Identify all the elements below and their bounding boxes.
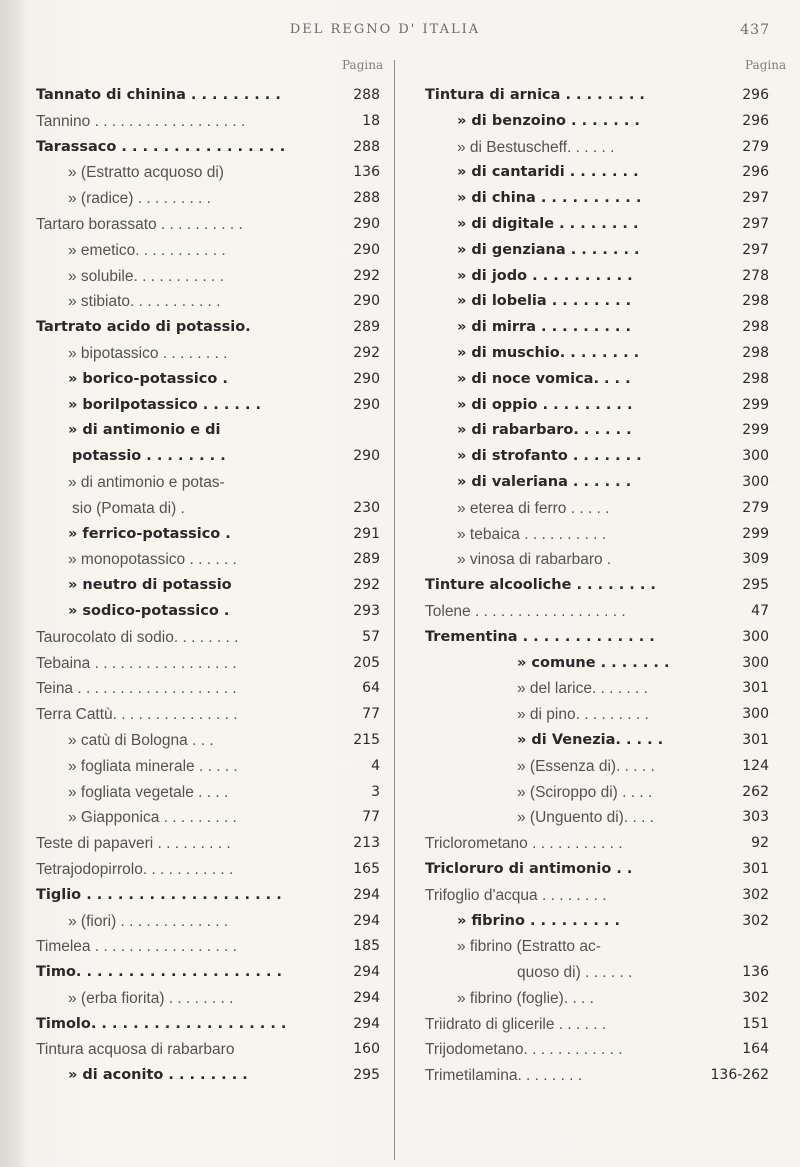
entry-text: » vinosa di rabarbaro . (457, 551, 612, 569)
left-index-entry (36, 186, 380, 212)
entry-text: » (Estratto acquoso di) (68, 164, 224, 182)
left-index-entry (36, 676, 380, 702)
right-index-entry (425, 264, 769, 290)
left-index-entry (36, 986, 380, 1012)
left-index-entry (36, 702, 380, 728)
column-divider (394, 60, 395, 1160)
entry-text: » monopotassico . . . . . . (68, 551, 237, 569)
left-index-entry (36, 857, 380, 883)
left-index-entry (36, 1012, 380, 1038)
entry-page-number: 301 (742, 731, 769, 748)
page-header (260, 22, 770, 44)
right-index-entry (425, 651, 769, 677)
entry-page-number: 301 (742, 680, 769, 697)
entry-text: Trijodometano. . . . . . . . . . . . (425, 1041, 623, 1059)
entry-page-number: 292 (353, 267, 380, 284)
entry-text: Terra Cattù. . . . . . . . . . . . . . . (36, 706, 238, 724)
left-index-entry (36, 418, 380, 444)
entry-text: » fogliata minerale . . . . . (68, 757, 238, 775)
entry-page-number: 289 (353, 551, 380, 568)
entry-page-number: 230 (353, 499, 380, 516)
entry-text: » di cantaridi . . . . . . . (457, 164, 639, 181)
entry-text: Teina . . . . . . . . . . . . . . . . . . . (36, 680, 237, 698)
entry-text: » (Essenza di). . . . . (517, 757, 655, 775)
right-index-entry (425, 238, 769, 264)
entry-text: » (Unguento di). . . . (517, 809, 654, 827)
left-index-entry (36, 315, 380, 341)
right-index-entry (425, 573, 769, 599)
entry-page-number: 302 (742, 886, 769, 903)
entry-text: Timelea . . . . . . . . . . . . . . . . . (36, 938, 237, 956)
entry-page-number: 124 (742, 757, 769, 774)
right-index-entry (425, 754, 769, 780)
page-number: 437 (740, 22, 770, 38)
entry-text: » di digitale . . . . . . . . (457, 215, 639, 232)
left-index-entry (36, 496, 380, 522)
left-index-entry (36, 160, 380, 186)
entry-page-number: 294 (353, 989, 380, 1006)
entry-text: » di benzoino . . . . . . . (457, 112, 640, 129)
entry-text: » di china . . . . . . . . . . (457, 190, 642, 207)
right-index-entry (425, 728, 769, 754)
entry-page-number: 292 (353, 577, 380, 594)
entry-page-number: 136 (742, 964, 769, 981)
entry-page-number: 299 (742, 525, 769, 542)
entry-page-number: 299 (742, 422, 769, 439)
entry-page-number: 290 (353, 448, 380, 465)
entry-page-number: 296 (742, 112, 769, 129)
entry-text: Tintura acquosa di rabarbaro (36, 1041, 235, 1059)
left-index-entry (36, 238, 380, 264)
left-index-entry (36, 728, 380, 754)
entry-text: » emetico. . . . . . . . . . . (68, 241, 226, 259)
right-index-entry (425, 418, 769, 444)
entry-text: Triidrato di glicerile . . . . . . (425, 1015, 607, 1033)
entry-text: » fibrino . . . . . . . . . (457, 912, 620, 929)
entry-page-number: 290 (353, 293, 380, 310)
entry-page-number: 288 (353, 138, 380, 155)
entry-text: Tricloruro di antimonio . . (425, 860, 633, 877)
entry-page-number: 303 (742, 809, 769, 826)
entry-text: sio (Pomata di) . (72, 499, 185, 517)
entry-text: » di muschio. . . . . . . . (457, 344, 640, 361)
entry-page-number: 295 (742, 577, 769, 594)
entry-page-number: 291 (353, 525, 380, 542)
left-index-entry (36, 599, 380, 625)
entry-page-number: 164 (742, 1041, 769, 1058)
entry-text: Tolene . . . . . . . . . . . . . . . . . . (425, 602, 626, 620)
entry-text: » di strofanto . . . . . . . (457, 448, 642, 465)
entry-page-number: 64 (362, 680, 380, 697)
entry-text: » comune . . . . . . . (517, 654, 670, 671)
entry-page-number: 298 (742, 370, 769, 387)
right-index-entry (425, 702, 769, 728)
right-index-entry (425, 393, 769, 419)
right-index-entry (425, 831, 769, 857)
left-index-entry (36, 1063, 380, 1089)
entry-text: » di genziana . . . . . . . (457, 241, 640, 258)
entry-page-number: 292 (353, 344, 380, 361)
left-column-heading: Pagina (342, 58, 384, 72)
right-index-entry (425, 857, 769, 883)
right-index-entry (425, 315, 769, 341)
entry-text: » di jodo . . . . . . . . . . (457, 267, 633, 284)
entry-text: » di noce vomica. . . . (457, 370, 631, 387)
entry-text: » di antimonio e potas- (68, 473, 225, 491)
left-index-entry (36, 289, 380, 315)
entry-text: » fibrino (Estratto ac- (457, 938, 601, 956)
entry-page-number: 92 (751, 835, 769, 852)
entry-text: » bipotassico . . . . . . . . (68, 344, 228, 362)
entry-text: » solubile. . . . . . . . . . . (68, 267, 224, 285)
entry-page-number: 185 (353, 938, 380, 955)
entry-page-number: 288 (353, 87, 380, 103)
entry-page-number: 294 (353, 912, 380, 929)
entry-text: » sodico-potassico . (68, 602, 230, 619)
right-index-entry (425, 341, 769, 367)
right-index-entry (425, 960, 769, 986)
right-index-entry (425, 367, 769, 393)
right-index-entry (425, 1012, 769, 1038)
right-index-entry (425, 496, 769, 522)
right-index-entry (425, 135, 769, 161)
left-index-entry (36, 651, 380, 677)
left-column-index (36, 83, 380, 1089)
right-index-entry (425, 1037, 769, 1063)
right-index-entry (425, 547, 769, 573)
entry-text: » fogliata vegetale . . . . (68, 783, 229, 801)
entry-text: Timolo. . . . . . . . . . . . . . . . . . . (36, 1015, 287, 1032)
entry-page-number: 293 (353, 602, 380, 619)
entry-text: Tartaro borassato . . . . . . . . . . (36, 215, 243, 233)
entry-text: potassio . . . . . . . . (72, 448, 226, 465)
left-index-entry (36, 625, 380, 651)
left-index-entry (36, 341, 380, 367)
right-index-entry (425, 1063, 769, 1089)
entry-page-number: 279 (742, 499, 769, 516)
entry-page-number: 262 (742, 783, 769, 800)
left-index-entry (36, 909, 380, 935)
entry-page-number: 18 (362, 112, 380, 129)
entry-text: Tetrajodopirrolo. . . . . . . . . . . (36, 860, 234, 878)
entry-page-number: 297 (742, 190, 769, 207)
entry-page-number: 298 (742, 293, 769, 310)
entry-page-number: 160 (353, 1041, 380, 1058)
entry-text: Tinture alcooliche . . . . . . . . (425, 577, 656, 594)
entry-page-number: 302 (742, 912, 769, 929)
entry-text: Trifoglio d'acqua . . . . . . . . (425, 886, 607, 904)
entry-page-number: 298 (742, 319, 769, 336)
entry-page-number: 300 (742, 706, 769, 723)
entry-text: » (Sciroppo di) . . . . (517, 783, 653, 801)
entry-page-number: 290 (353, 241, 380, 258)
left-index-entry (36, 212, 380, 238)
entry-text: » di rabarbaro. . . . . . (457, 422, 632, 439)
entry-page-number: 215 (353, 731, 380, 748)
entry-page-number: 165 (353, 860, 380, 877)
entry-page-number: 300 (742, 628, 769, 645)
entry-text: » stibiato. . . . . . . . . . . (68, 293, 221, 311)
entry-page-number: 295 (353, 1067, 380, 1084)
left-index-entry (36, 367, 380, 393)
entry-page-number: 77 (362, 706, 380, 723)
left-index-entry (36, 1037, 380, 1063)
entry-text: Triclorometano . . . . . . . . . . . (425, 835, 623, 853)
right-index-entry (425, 909, 769, 935)
entry-text: » tebaica . . . . . . . . . . (457, 525, 607, 543)
entry-page-number: 151 (742, 1015, 769, 1032)
entry-page-number: 205 (353, 654, 380, 671)
entry-page-number: 297 (742, 241, 769, 258)
entry-text: quoso di) . . . . . . (517, 964, 633, 982)
running-title: DEL REGNO D' ITALIA (289, 22, 481, 37)
entry-text: » Giapponica . . . . . . . . . (68, 809, 237, 827)
right-column-heading: Pagina (745, 58, 787, 72)
entry-text: Trimetilamina. . . . . . . . (425, 1067, 583, 1085)
entry-page-number: 289 (353, 319, 380, 336)
entry-text: » eterea di ferro . . . . . (457, 499, 610, 517)
entry-page-number: 300 (742, 473, 769, 490)
entry-page-number: 294 (353, 1015, 380, 1032)
right-index-entry (425, 289, 769, 315)
entry-page-number: 299 (742, 396, 769, 413)
entry-text: » (erba fiorita) . . . . . . . . (68, 989, 234, 1007)
entry-page-number: 77 (362, 809, 380, 826)
entry-page-number: 290 (353, 396, 380, 413)
entry-text: Tannino . . . . . . . . . . . . . . . . . . (36, 112, 246, 130)
entry-page-number: 290 (353, 215, 380, 232)
right-index-entry (425, 522, 769, 548)
right-index-entry (425, 883, 769, 909)
right-index-entry (425, 780, 769, 806)
entry-page-number: 3 (371, 783, 380, 800)
entry-text: » di Bestuscheff. . . . . . (457, 138, 615, 156)
entry-text: » borilpotassico . . . . . . (68, 396, 262, 413)
entry-text: Timo. . . . . . . . . . . . . . . . . . . . (36, 964, 283, 981)
right-index-entry (425, 625, 769, 651)
entry-text: » catù di Bologna . . . (68, 731, 214, 749)
left-index-entry (36, 522, 380, 548)
right-index-entry (425, 470, 769, 496)
entry-text: Teste di papaveri . . . . . . . . . (36, 835, 231, 853)
entry-text: » borico-potassico . (68, 370, 228, 387)
right-index-entry (425, 83, 769, 109)
entry-text: Taurocolato di sodio. . . . . . . . (36, 628, 239, 646)
entry-text: » di oppio . . . . . . . . . (457, 396, 633, 413)
entry-text: » di antimonio e di (68, 422, 221, 439)
entry-text: » di aconito . . . . . . . . (68, 1067, 248, 1084)
right-index-entry (425, 186, 769, 212)
entry-page-number: 136-262 (710, 1067, 769, 1084)
entry-text: Trementina . . . . . . . . . . . . . (425, 628, 655, 645)
right-index-entry (425, 160, 769, 186)
left-index-entry (36, 883, 380, 909)
entry-page-number: 297 (742, 215, 769, 232)
entry-text: Tintura di arnica . . . . . . . . (425, 87, 645, 103)
entry-text: » di valeriana . . . . . . (457, 473, 632, 490)
entry-page-number: 57 (362, 628, 380, 645)
entry-page-number: 290 (353, 370, 380, 387)
right-column-index (425, 83, 769, 1089)
right-index-entry (425, 212, 769, 238)
left-index-entry (36, 573, 380, 599)
entry-page-number: 302 (742, 989, 769, 1006)
entry-text: » neutro di potassio (68, 577, 232, 594)
entry-page-number: 301 (742, 860, 769, 877)
left-index-entry (36, 109, 380, 135)
entry-page-number: 213 (353, 835, 380, 852)
left-index-entry (36, 934, 380, 960)
left-index-entry (36, 780, 380, 806)
left-index-entry (36, 805, 380, 831)
left-index-entry (36, 960, 380, 986)
right-index-entry (425, 109, 769, 135)
entry-page-number: 296 (742, 87, 769, 103)
entry-text: Tarassaco . . . . . . . . . . . . . . . . (36, 138, 286, 155)
left-index-entry (36, 831, 380, 857)
right-index-entry (425, 805, 769, 831)
entry-page-number: 279 (742, 138, 769, 155)
left-index-entry (36, 754, 380, 780)
entry-text: » di mirra . . . . . . . . . (457, 319, 631, 336)
left-index-entry (36, 393, 380, 419)
entry-text: » di pino. . . . . . . . . (517, 706, 649, 724)
entry-text: » (fiori) . . . . . . . . . . . . . (68, 912, 229, 930)
entry-text: Tiglio . . . . . . . . . . . . . . . . . . . (36, 886, 282, 903)
entry-page-number: 4 (371, 757, 380, 774)
left-index-entry (36, 135, 380, 161)
right-index-entry (425, 934, 769, 960)
entry-page-number: 136 (353, 164, 380, 181)
entry-text: » (radice) . . . . . . . . . (68, 190, 211, 208)
entry-text: » di Venezia. . . . . (517, 731, 664, 748)
entry-text: » ferrico-potassico . (68, 525, 231, 542)
entry-text: Tartrato acido di potassio. (36, 319, 251, 336)
entry-text: » del larice. . . . . . . (517, 680, 648, 698)
entry-page-number: 300 (742, 654, 769, 671)
page-edge-shade (0, 0, 26, 1167)
entry-page-number: 300 (742, 448, 769, 465)
entry-page-number: 298 (742, 344, 769, 361)
entry-page-number: 278 (742, 267, 769, 284)
entry-text: Tannato di chinina . . . . . . . . . (36, 87, 281, 103)
entry-page-number: 309 (742, 551, 769, 568)
right-index-entry (425, 599, 769, 625)
left-index-entry (36, 547, 380, 573)
entry-text: Tebaina . . . . . . . . . . . . . . . . . (36, 654, 237, 672)
entry-page-number: 294 (353, 964, 380, 981)
entry-page-number: 296 (742, 164, 769, 181)
right-index-entry (425, 986, 769, 1012)
right-index-entry (425, 676, 769, 702)
entry-page-number: 288 (353, 190, 380, 207)
entry-page-number: 47 (751, 602, 769, 619)
entry-text: » fibrino (foglie). . . . (457, 989, 594, 1007)
left-index-entry (36, 470, 380, 496)
entry-text: » di lobelia . . . . . . . . (457, 293, 632, 310)
entry-page-number: 294 (353, 886, 380, 903)
left-index-entry (36, 444, 380, 470)
left-index-entry (36, 83, 380, 109)
left-index-entry (36, 264, 380, 290)
right-index-entry (425, 444, 769, 470)
